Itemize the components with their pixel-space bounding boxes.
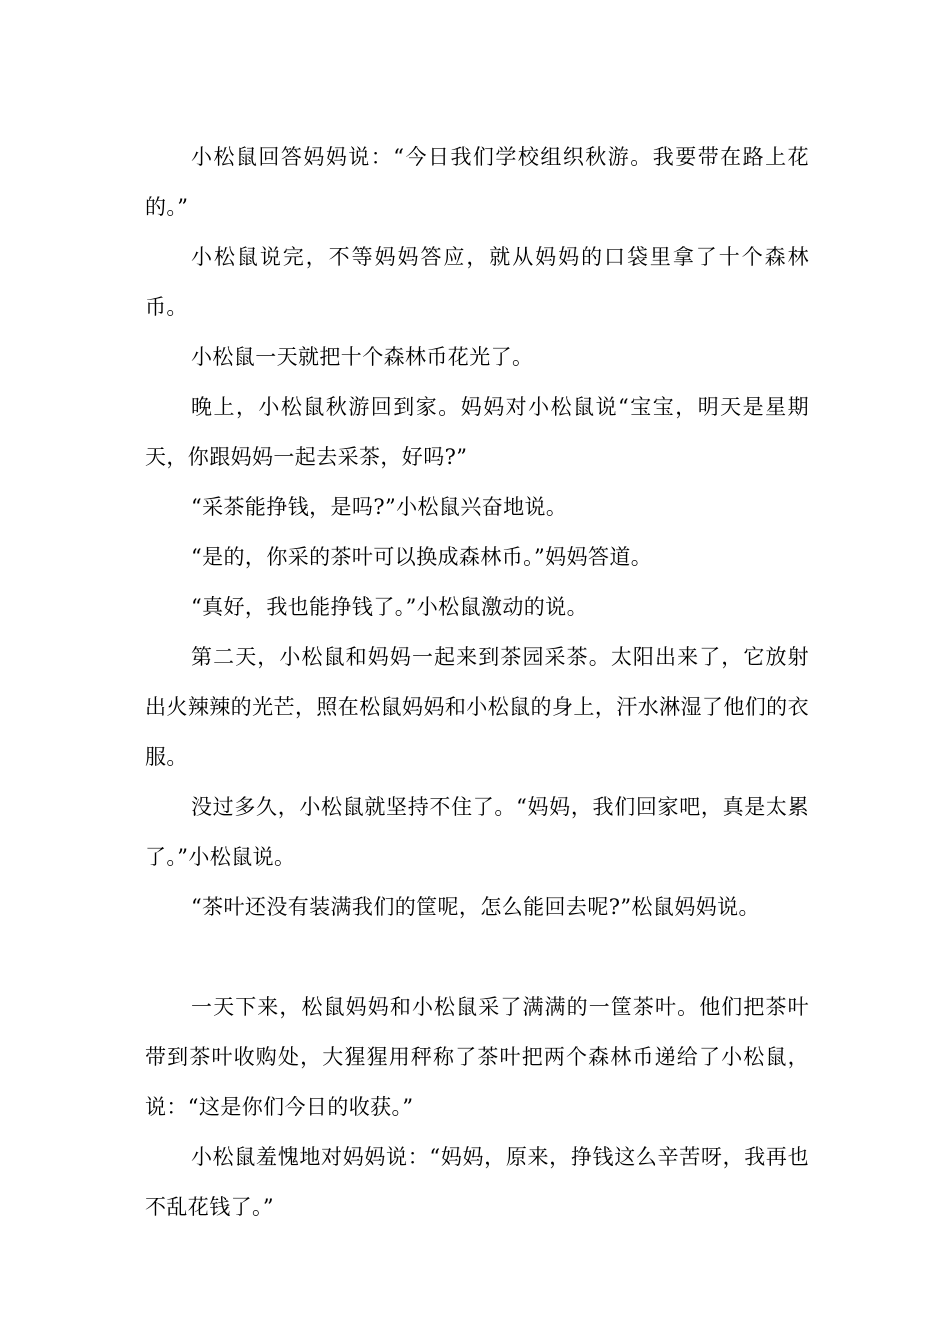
paragraph: “真好，我也能挣钱了。”小松鼠激动的说。 — [191, 595, 588, 619]
paragraph: “茶叶还没有装满我们的筐呢，怎么能回去呢?”松鼠妈妈说。 — [191, 895, 760, 919]
paragraph: 小松鼠说完，不等妈妈答应，就从妈妈的口袋里拿了十个森林币。 — [145, 245, 809, 319]
paragraph: 小松鼠一天就把十个森林币花光了。 — [191, 345, 534, 369]
blank-line — [145, 932, 809, 982]
paragraph: 小松鼠回答妈妈说：“今日我们学校组织秋游。我要带在路上花的。” — [145, 145, 809, 219]
paragraph: 一天下来，松鼠妈妈和小松鼠采了满满的一筐茶叶。他们把茶叶带到茶叶收购处，大猩猩用秤称了茶叶把两个森林币递给了小松鼠，说：“这是你们今日的收获。” — [145, 995, 809, 1119]
paragraph: 晚上，小松鼠秋游回到家。妈妈对小松鼠说“宝宝，明天是星期天，你跟妈妈一起去采茶，好吗?” — [145, 395, 809, 469]
paragraph: “是的，你采的茶叶可以换成森林币。”妈妈答道。 — [191, 545, 653, 569]
story-text — [145, 132, 809, 1232]
paragraph: 第二天，小松鼠和妈妈一起来到茶园采茶。太阳出来了，它放射出火辣辣的光芒，照在松鼠妈妈和小松鼠的身上，汗水淋湿了他们的衣服。 — [145, 645, 809, 769]
paragraph: 没过多久，小松鼠就坚持不住了。“妈妈，我们回家吧，真是太累了。”小松鼠说。 — [145, 795, 809, 869]
paragraph: “采茶能挣钱，是吗?”小松鼠兴奋地说。 — [191, 495, 568, 519]
paragraph: 小松鼠羞愧地对妈妈说：“妈妈，原来，挣钱这么辛苦呀，我再也不乱花钱了。” — [145, 1145, 809, 1219]
